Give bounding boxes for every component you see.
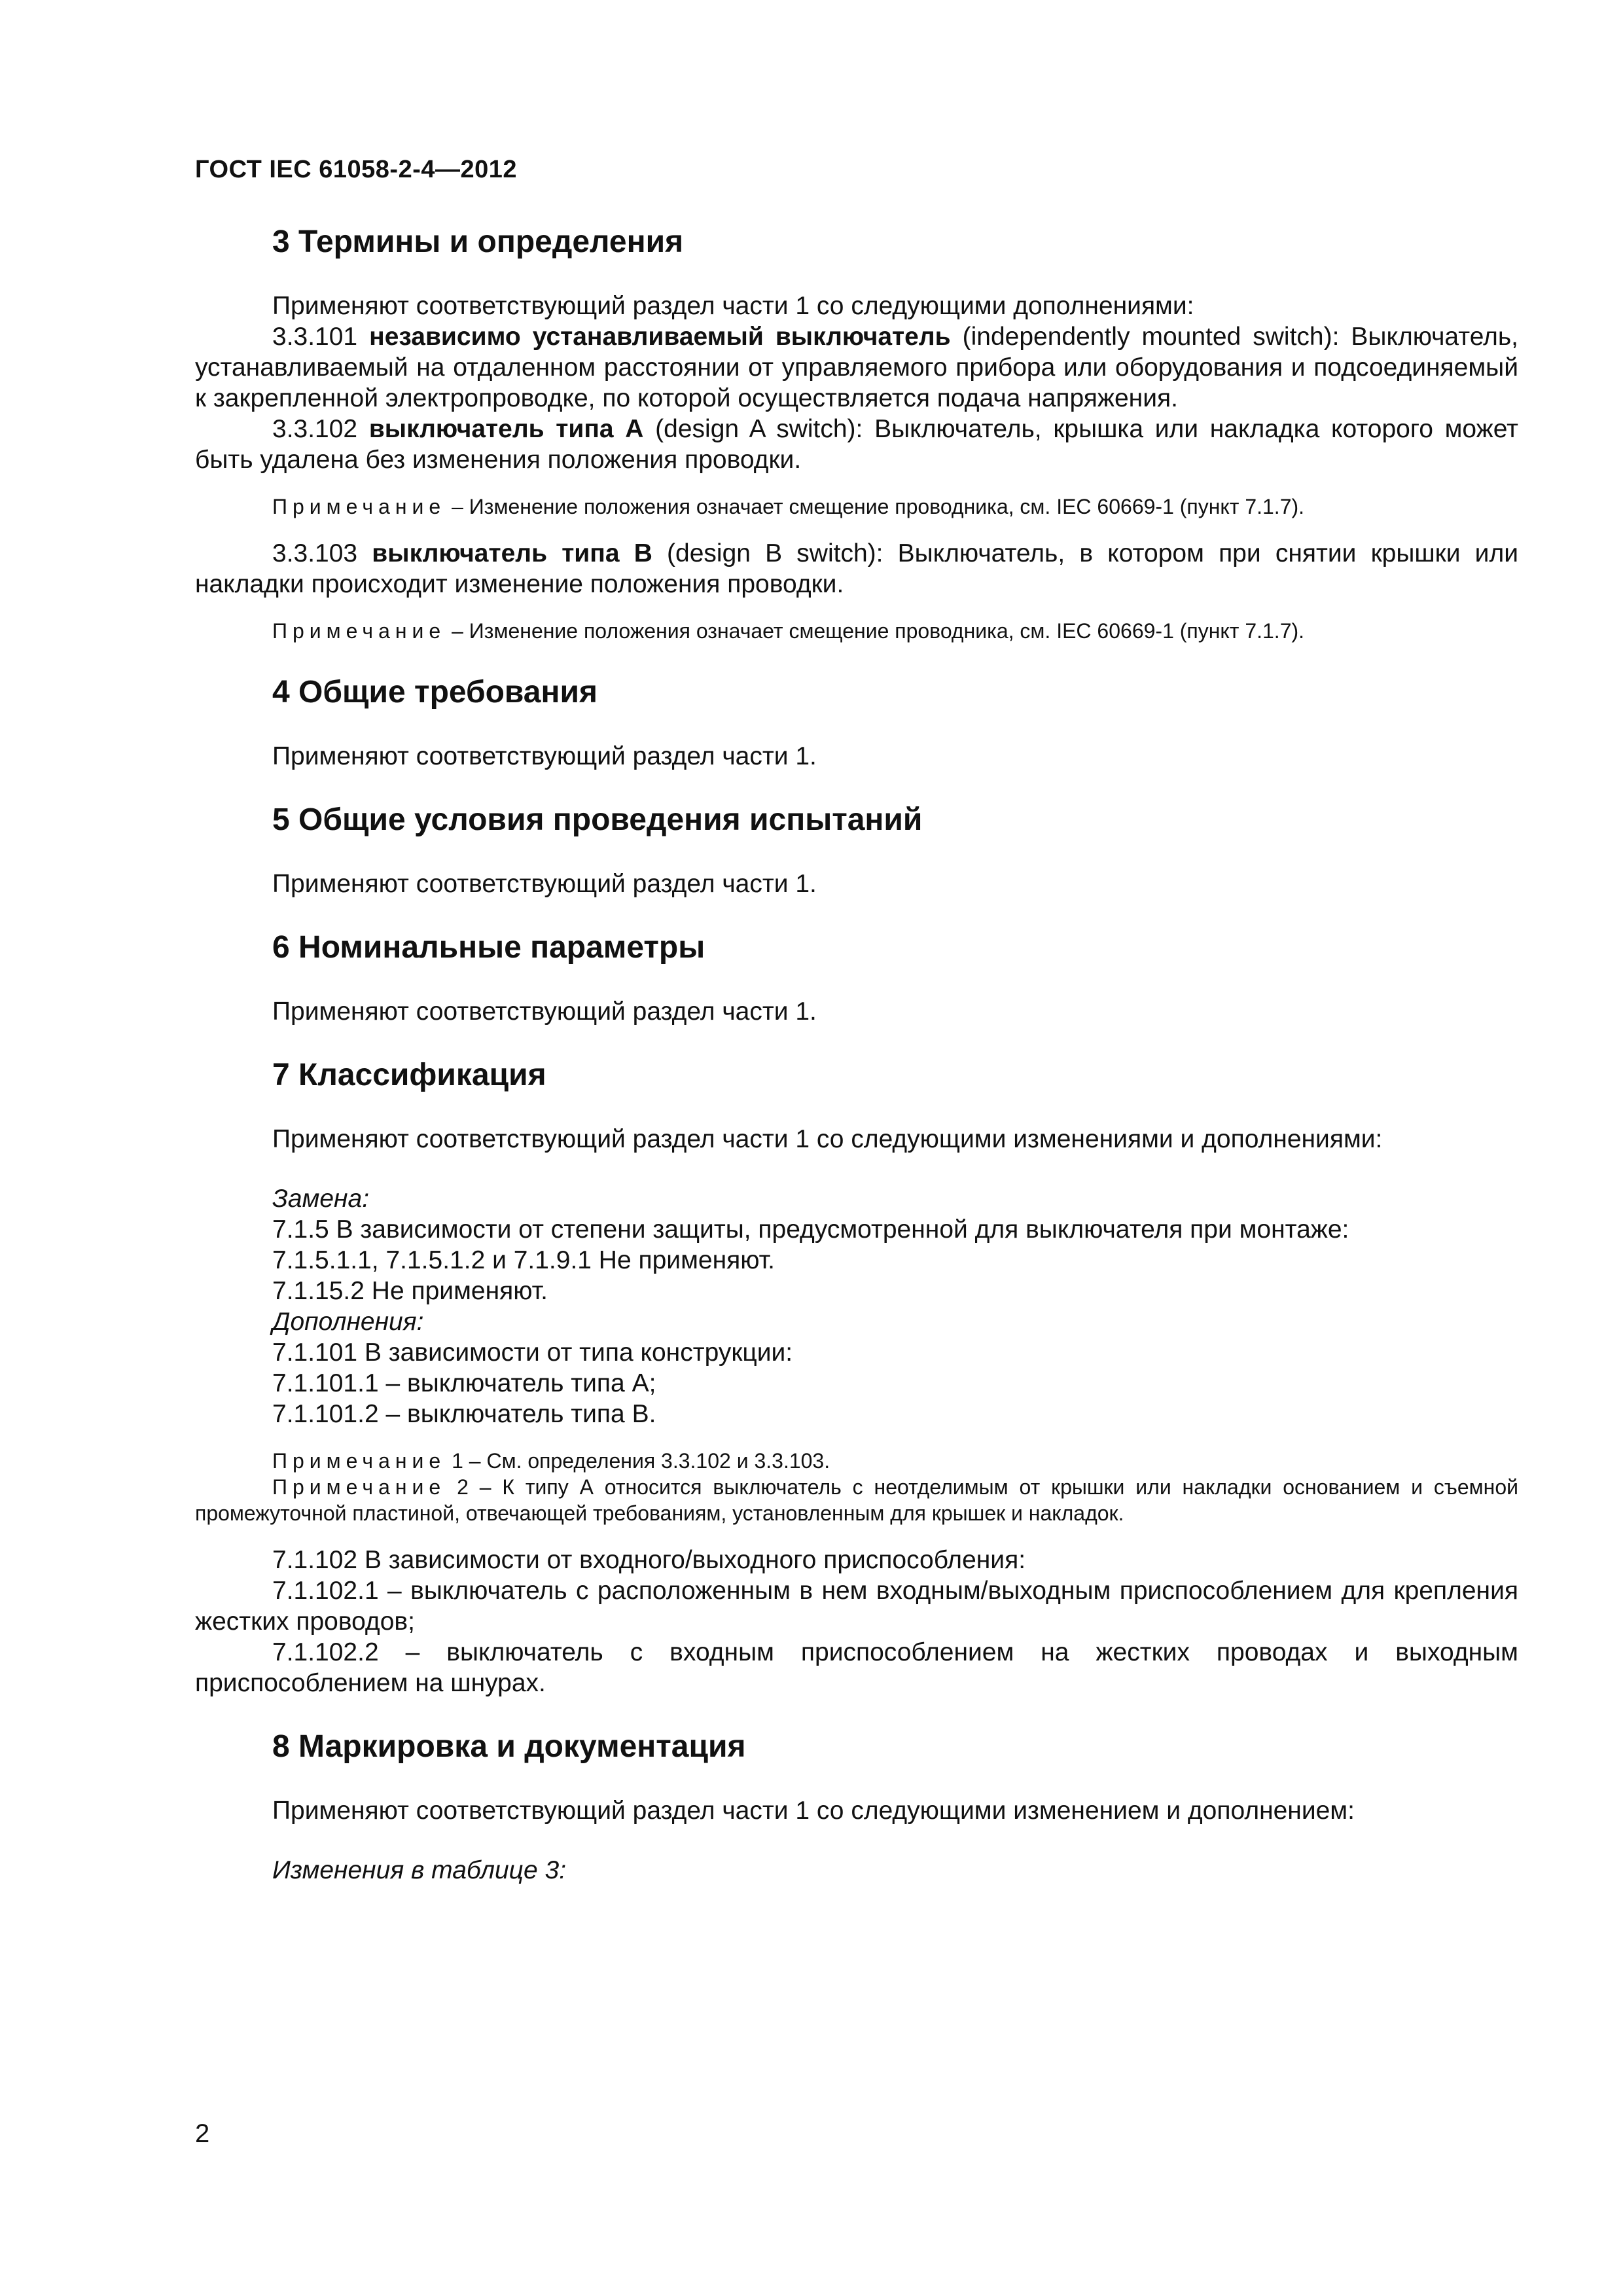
term-3-3-103-term: выключатель типа В [372, 539, 652, 567]
note-7-1 [195, 1448, 1518, 1474]
section-5-title: 5 Общие условия проведения испытаний [272, 802, 923, 837]
section-5-text: Применяют соответствующий раздел части 1. [272, 870, 817, 898]
replacement-label: Замена: [272, 1185, 370, 1213]
note-text: – Изменение положения означает смещение проводника, см. IEC 60669-1 (пункт 7.1.7). [452, 495, 1305, 518]
note-3-3-102 [195, 493, 1518, 520]
clause-7-1-15-2: 7.1.15.2 Не применяют. [272, 1277, 548, 1305]
term-3-3-101-term: независимо устанавливаемый выключатель [369, 323, 951, 351]
note-label: Примечание [272, 495, 446, 518]
note-label: Примечание [272, 619, 446, 643]
clause-7-1-101-1: 7.1.101.1 – выключатель типа А; [272, 1369, 656, 1397]
term-3-3-101-number: 3.3.101 [272, 323, 358, 351]
note-text: 1 – См. определения 3.3.102 и 3.3.103. [452, 1449, 830, 1473]
additions-label: Дополнения: [272, 1308, 424, 1336]
term-3-3-101-definition: (independently mounted switch): Выключатель, устанавливаемый на отдаленном расстоянии от управляемого прибора или оборудования и подсоединяемый к закрепленной электропроводке, по которой осуществляется подача напряжения. [195, 323, 1518, 412]
term-3-3-102-term: выключатель типа А [368, 415, 644, 443]
term-3-3-102 [195, 414, 1518, 475]
section-7-title: 7 Классификация [272, 1058, 546, 1092]
note-3-3-103 [195, 618, 1518, 644]
document-body [195, 223, 1518, 1886]
section-8-intro: Применяют соответствующий раздел части 1 со следующими изменением и дополнением: [272, 1797, 1355, 1825]
term-3-3-103-number: 3.3.103 [272, 539, 358, 567]
note-7-2 [195, 1474, 1518, 1526]
note-label: Примечание [272, 1449, 446, 1473]
clause-7-1-102: 7.1.102 В зависимости от входного/выходного приспособления: [272, 1546, 1026, 1574]
section-3-title: 3 Термины и определения [272, 224, 684, 259]
section-4-title: 4 Общие требования [272, 675, 597, 709]
page-number: 2 [195, 2119, 210, 2148]
clause-7-1-102-1: 7.1.102.1 – выключатель с расположенным в нем входным/выходным приспособлением для крепления жестких проводов; [195, 1577, 1518, 1636]
section-7-intro: Применяют соответствующий раздел части 1 со следующими изменениями и дополнениями: [272, 1125, 1383, 1153]
document-header: ГОСТ IEC 61058-2-4—2012 [195, 156, 518, 183]
term-3-3-102-definition: (design A switch): Выключатель, крышка или накладка которого может быть удалена без изменения положения проводки. [195, 415, 1518, 474]
clause-7-1-102-2: 7.1.102.2 – выключатель с входным приспособлением на жестких проводах и выходным приспособлением на шнурах. [195, 1638, 1518, 1697]
section-6-title: 6 Номинальные параметры [272, 930, 705, 965]
term-3-3-103-definition: (design B switch): Выключатель, в котором при снятии крышки или накладки происходит изменение положения проводки. [195, 539, 1518, 598]
term-3-3-101 [195, 321, 1518, 414]
section-4-text: Применяют соответствующий раздел части 1. [272, 742, 817, 770]
term-3-3-102-number: 3.3.102 [272, 415, 358, 443]
clause-7-1-101: 7.1.101 В зависимости от типа конструкции: [272, 1338, 793, 1367]
table-3-changes-label: Изменения в таблице 3: [272, 1856, 567, 1884]
term-3-3-103 [195, 538, 1518, 600]
clause-7-1-101-2: 7.1.101.2 – выключатель типа В. [272, 1400, 656, 1428]
clause-7-1-5: 7.1.5 В зависимости от степени защиты, предусмотренной для выключателя при монтаже: [272, 1215, 1349, 1244]
note-label: Примечание [272, 1475, 446, 1499]
section-3-intro: Применяют соответствующий раздел части 1 со следующими дополнениями: [272, 292, 1194, 320]
section-6-text: Применяют соответствующий раздел части 1. [272, 997, 817, 1026]
clause-7-1-5-1: 7.1.5.1.1, 7.1.5.1.2 и 7.1.9.1 Не применяют. [272, 1246, 776, 1274]
note-text: – Изменение положения означает смещение проводника, см. IEC 60669-1 (пункт 7.1.7). [452, 619, 1305, 643]
section-8-title: 8 Маркировка и документация [272, 1729, 746, 1764]
note-text: 2 – К типу А относится выключатель с неотделимым от крышки или накладки основанием и съемной промежуточной пластиной, отвечающей требованиям, установленным для крышек и накладок. [195, 1475, 1519, 1525]
